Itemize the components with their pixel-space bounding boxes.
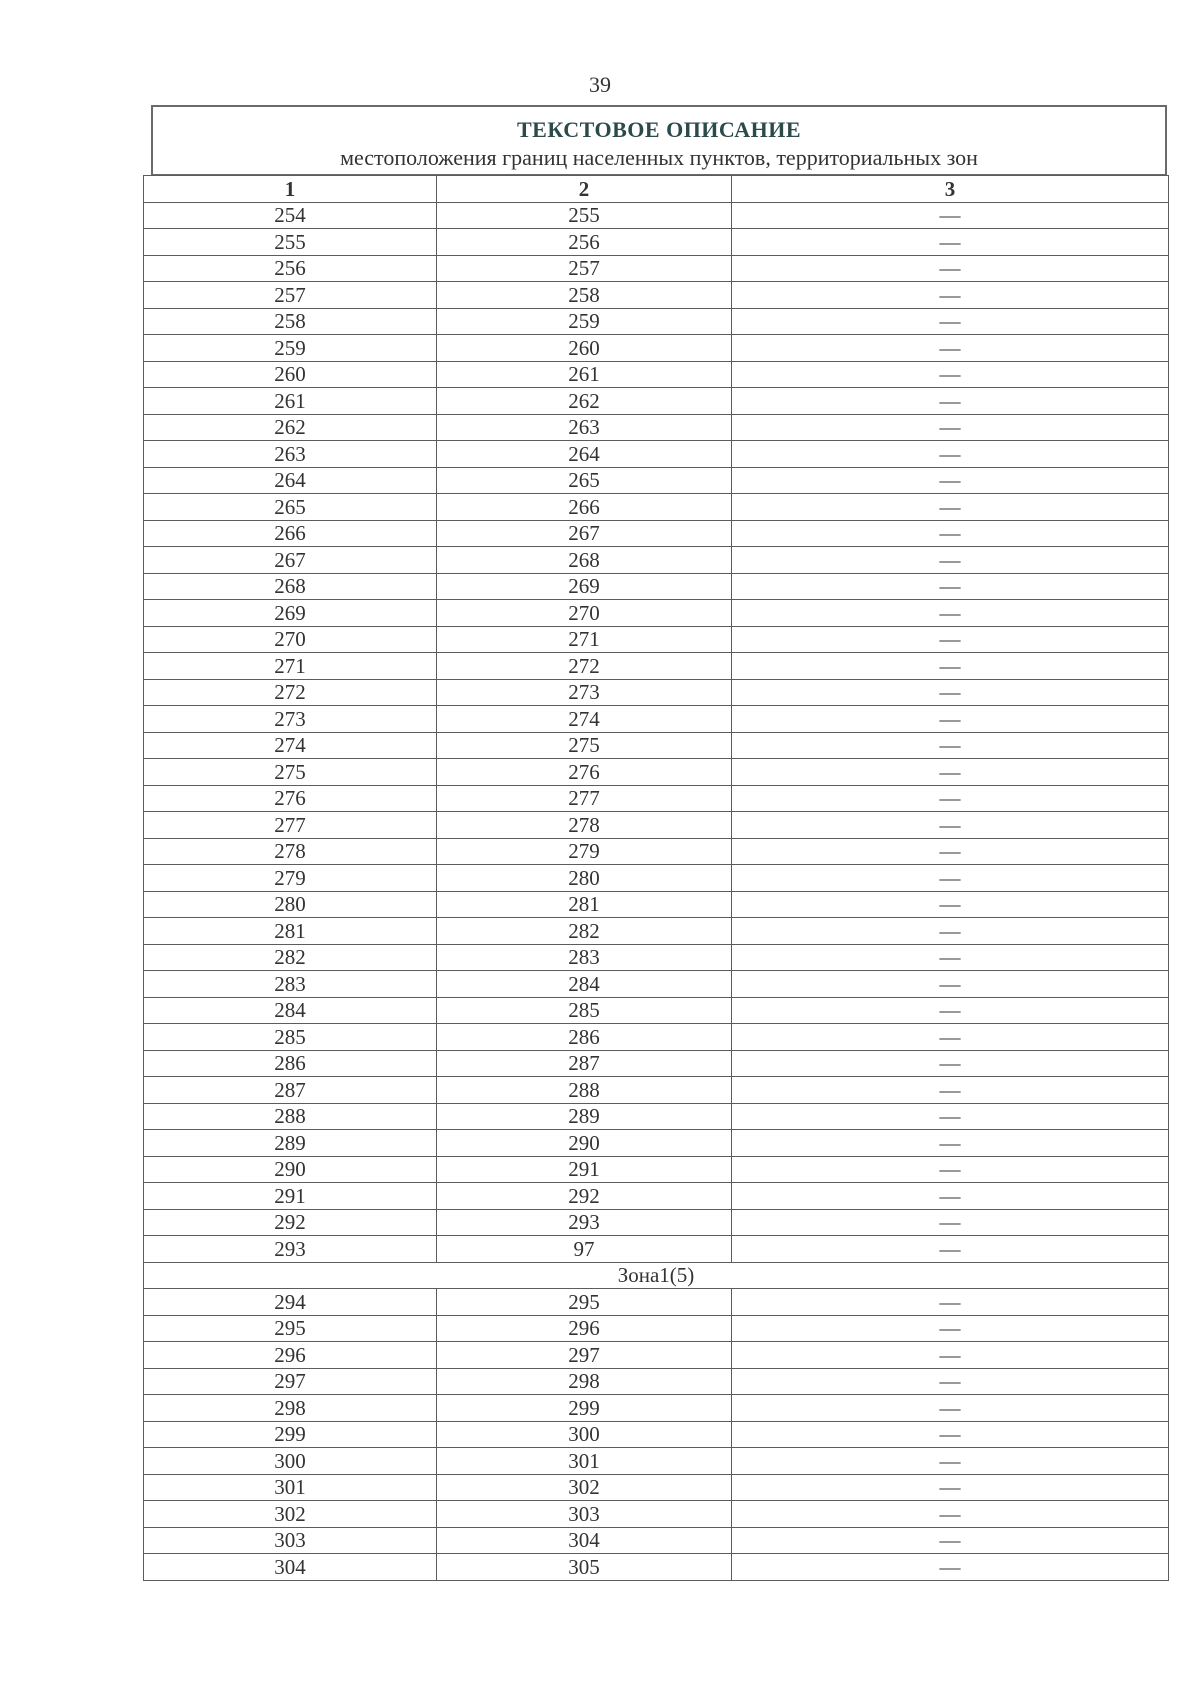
description-cell — [732, 1130, 1169, 1157]
table-row — [144, 1315, 1169, 1342]
dash-mark: — — [939, 1316, 961, 1341]
table-row — [144, 1103, 1169, 1130]
description-cell — [732, 441, 1169, 468]
point-from-cell: 256 — [144, 255, 437, 282]
table-row — [144, 944, 1169, 971]
dash-mark: — — [939, 759, 961, 784]
description-cell — [732, 520, 1169, 547]
table-row — [144, 388, 1169, 415]
dash-mark: — — [939, 309, 961, 334]
point-to-cell: 296 — [437, 1315, 732, 1342]
dash-mark: — — [939, 600, 961, 625]
point-to-cell: 287 — [437, 1050, 732, 1077]
point-to-cell: 263 — [437, 414, 732, 441]
dash-mark: — — [939, 362, 961, 387]
point-from-cell: 293 — [144, 1236, 437, 1263]
point-from-cell: 299 — [144, 1421, 437, 1448]
table-row — [144, 1501, 1169, 1528]
table-row — [144, 1342, 1169, 1369]
point-from-cell: 257 — [144, 282, 437, 309]
table-row — [144, 1395, 1169, 1422]
point-from-cell: 259 — [144, 335, 437, 362]
point-to-cell: 268 — [437, 547, 732, 574]
table-row — [144, 1024, 1169, 1051]
table-row — [144, 1130, 1169, 1157]
table-row — [144, 467, 1169, 494]
dash-mark: — — [939, 494, 961, 519]
table-row — [144, 361, 1169, 388]
table-row — [144, 891, 1169, 918]
dash-mark: — — [939, 865, 961, 890]
description-cell — [732, 1342, 1169, 1369]
dash-mark: — — [939, 706, 961, 731]
dash-mark: — — [939, 1395, 961, 1420]
point-to-cell: 270 — [437, 600, 732, 627]
description-cell — [732, 732, 1169, 759]
dash-mark: — — [939, 1289, 961, 1314]
table-row — [144, 573, 1169, 600]
table-row — [144, 547, 1169, 574]
dash-mark: — — [939, 1475, 961, 1500]
point-from-cell: 277 — [144, 812, 437, 839]
description-cell — [732, 626, 1169, 653]
table-row — [144, 626, 1169, 653]
table-row — [144, 865, 1169, 892]
dash-mark: — — [939, 1501, 961, 1526]
description-cell — [732, 971, 1169, 998]
dash-mark: — — [939, 335, 961, 360]
description-cell — [732, 308, 1169, 335]
point-to-cell: 267 — [437, 520, 732, 547]
point-from-cell: 300 — [144, 1448, 437, 1475]
point-from-cell: 280 — [144, 891, 437, 918]
section-label: Зона1(5) — [144, 1262, 1169, 1289]
point-from-cell: 282 — [144, 944, 437, 971]
dash-mark: — — [939, 1183, 961, 1208]
point-to-cell: 272 — [437, 653, 732, 680]
description-cell — [732, 361, 1169, 388]
table-row — [144, 1421, 1169, 1448]
table-row — [144, 732, 1169, 759]
description-cell — [732, 1501, 1169, 1528]
description-cell — [732, 229, 1169, 256]
point-from-cell: 268 — [144, 573, 437, 600]
point-to-cell: 291 — [437, 1156, 732, 1183]
point-to-cell: 283 — [437, 944, 732, 971]
point-to-cell: 265 — [437, 467, 732, 494]
point-to-cell: 274 — [437, 706, 732, 733]
point-to-cell: 280 — [437, 865, 732, 892]
point-to-cell: 300 — [437, 1421, 732, 1448]
dash-mark: — — [939, 839, 961, 864]
point-from-cell: 263 — [144, 441, 437, 468]
table-row — [144, 1077, 1169, 1104]
description-cell — [732, 1156, 1169, 1183]
point-from-cell: 288 — [144, 1103, 437, 1130]
table-row — [144, 653, 1169, 680]
description-cell — [732, 838, 1169, 865]
dash-mark: — — [939, 892, 961, 917]
point-from-cell: 302 — [144, 1501, 437, 1528]
point-from-cell: 265 — [144, 494, 437, 521]
point-from-cell: 295 — [144, 1315, 437, 1342]
point-to-cell: 289 — [437, 1103, 732, 1130]
dash-mark: — — [939, 282, 961, 307]
description-cell — [732, 335, 1169, 362]
table-row — [144, 971, 1169, 998]
table-row — [144, 1183, 1169, 1210]
point-from-cell: 272 — [144, 679, 437, 706]
point-to-cell: 301 — [437, 1448, 732, 1475]
point-from-cell: 301 — [144, 1474, 437, 1501]
section-row — [144, 1262, 1169, 1289]
dash-mark: — — [939, 229, 961, 254]
description-cell — [732, 494, 1169, 521]
point-from-cell: 285 — [144, 1024, 437, 1051]
document-title: ТЕКСТОВОЕ ОПИСАНИЕ — [516, 117, 801, 142]
table-title-block — [151, 105, 1167, 176]
dash-mark: — — [939, 1104, 961, 1129]
dash-mark: — — [939, 1130, 961, 1155]
point-to-cell: 269 — [437, 573, 732, 600]
point-to-cell: 286 — [437, 1024, 732, 1051]
point-from-cell: 260 — [144, 361, 437, 388]
dash-mark: — — [939, 653, 961, 678]
description-cell — [732, 467, 1169, 494]
description-cell — [732, 573, 1169, 600]
point-to-cell: 275 — [437, 732, 732, 759]
table-row — [144, 335, 1169, 362]
description-cell — [732, 759, 1169, 786]
dash-mark: — — [939, 971, 961, 996]
dash-mark: — — [939, 733, 961, 758]
point-from-cell: 298 — [144, 1395, 437, 1422]
dash-mark: — — [939, 918, 961, 943]
point-to-cell: 298 — [437, 1368, 732, 1395]
description-cell — [732, 865, 1169, 892]
description-cell — [732, 600, 1169, 627]
description-cell — [732, 1103, 1169, 1130]
point-to-cell: 264 — [437, 441, 732, 468]
point-to-cell: 295 — [437, 1289, 732, 1316]
point-to-cell: 271 — [437, 626, 732, 653]
page-number: 39 — [589, 72, 611, 97]
dash-mark: — — [939, 256, 961, 281]
description-cell — [732, 202, 1169, 229]
dash-mark: — — [939, 627, 961, 652]
description-cell — [732, 1474, 1169, 1501]
point-from-cell: 275 — [144, 759, 437, 786]
table-row — [144, 520, 1169, 547]
description-cell — [732, 1421, 1169, 1448]
table-row — [144, 918, 1169, 945]
point-to-cell: 97 — [437, 1236, 732, 1263]
table-row — [144, 1289, 1169, 1316]
table-row — [144, 308, 1169, 335]
point-to-cell: 256 — [437, 229, 732, 256]
dash-mark: — — [939, 468, 961, 493]
table-row — [144, 255, 1169, 282]
table-row — [144, 706, 1169, 733]
dash-mark: — — [939, 680, 961, 705]
point-to-cell: 278 — [437, 812, 732, 839]
dash-mark: — — [939, 1077, 961, 1102]
table-row — [144, 414, 1169, 441]
point-to-cell: 257 — [437, 255, 732, 282]
point-to-cell: 279 — [437, 838, 732, 865]
point-to-cell: 255 — [437, 202, 732, 229]
point-from-cell: 279 — [144, 865, 437, 892]
point-from-cell: 274 — [144, 732, 437, 759]
point-from-cell: 270 — [144, 626, 437, 653]
point-from-cell: 254 — [144, 202, 437, 229]
dash-mark: — — [939, 547, 961, 572]
dash-mark: — — [939, 1210, 961, 1235]
point-from-cell: 304 — [144, 1554, 437, 1581]
point-to-cell: 292 — [437, 1183, 732, 1210]
point-from-cell: 278 — [144, 838, 437, 865]
point-from-cell: 294 — [144, 1289, 437, 1316]
description-cell — [732, 1315, 1169, 1342]
point-to-cell: 282 — [437, 918, 732, 945]
table-row — [144, 1368, 1169, 1395]
table-row — [144, 494, 1169, 521]
table-row — [144, 1050, 1169, 1077]
point-to-cell: 297 — [437, 1342, 732, 1369]
point-to-cell: 299 — [437, 1395, 732, 1422]
table-row — [144, 202, 1169, 229]
table-row — [144, 759, 1169, 786]
description-cell — [732, 785, 1169, 812]
point-from-cell: 258 — [144, 308, 437, 335]
point-to-cell: 260 — [437, 335, 732, 362]
point-to-cell: 262 — [437, 388, 732, 415]
dash-mark: — — [939, 388, 961, 413]
description-cell — [732, 997, 1169, 1024]
description-cell — [732, 891, 1169, 918]
dash-mark: — — [939, 1157, 961, 1182]
description-cell — [732, 918, 1169, 945]
column-header-1: 1 — [144, 176, 437, 203]
dash-mark: — — [939, 1528, 961, 1553]
point-from-cell: 264 — [144, 467, 437, 494]
table-row — [144, 1236, 1169, 1263]
table-row — [144, 1527, 1169, 1554]
point-to-cell: 284 — [437, 971, 732, 998]
point-to-cell: 302 — [437, 1474, 732, 1501]
table-row — [144, 1474, 1169, 1501]
boundary-description-table — [143, 175, 1169, 1581]
description-cell — [732, 547, 1169, 574]
point-to-cell: 277 — [437, 785, 732, 812]
point-to-cell: 305 — [437, 1554, 732, 1581]
description-cell — [732, 1050, 1169, 1077]
table-row — [144, 229, 1169, 256]
table-row — [144, 1448, 1169, 1475]
column-header-3: 3 — [732, 176, 1169, 203]
dash-mark: — — [939, 574, 961, 599]
description-cell — [732, 1236, 1169, 1263]
description-cell — [732, 1448, 1169, 1475]
table-row — [144, 441, 1169, 468]
point-from-cell: 255 — [144, 229, 437, 256]
dash-mark: — — [939, 945, 961, 970]
point-to-cell: 288 — [437, 1077, 732, 1104]
table-row — [144, 812, 1169, 839]
description-cell — [732, 414, 1169, 441]
table-row — [144, 1554, 1169, 1581]
point-to-cell: 266 — [437, 494, 732, 521]
dash-mark: — — [939, 203, 961, 228]
table-row — [144, 785, 1169, 812]
description-cell — [732, 706, 1169, 733]
description-cell — [732, 1554, 1169, 1581]
dash-mark: — — [939, 998, 961, 1023]
document-subtitle: местоположения границ населенных пунктов, территориальных зон — [340, 145, 978, 170]
dash-mark: — — [939, 441, 961, 466]
description-cell — [732, 1077, 1169, 1104]
table-row — [144, 838, 1169, 865]
point-from-cell: 276 — [144, 785, 437, 812]
dash-mark: — — [939, 1024, 961, 1049]
description-cell — [732, 653, 1169, 680]
point-from-cell: 269 — [144, 600, 437, 627]
description-cell — [732, 1289, 1169, 1316]
column-header-2: 2 — [437, 176, 732, 203]
point-from-cell: 284 — [144, 997, 437, 1024]
table-body — [144, 176, 1169, 1581]
point-from-cell: 297 — [144, 1368, 437, 1395]
dash-mark: — — [939, 1051, 961, 1076]
dash-mark: — — [939, 1422, 961, 1447]
point-from-cell: 267 — [144, 547, 437, 574]
dash-mark: — — [939, 1236, 961, 1261]
dash-mark: — — [939, 521, 961, 546]
description-cell — [732, 679, 1169, 706]
point-from-cell: 290 — [144, 1156, 437, 1183]
point-to-cell: 273 — [437, 679, 732, 706]
dash-mark: — — [939, 1448, 961, 1473]
point-from-cell: 281 — [144, 918, 437, 945]
point-from-cell: 289 — [144, 1130, 437, 1157]
point-to-cell: 290 — [437, 1130, 732, 1157]
table-row — [144, 997, 1169, 1024]
point-from-cell: 296 — [144, 1342, 437, 1369]
dash-mark: — — [939, 415, 961, 440]
table-row — [144, 1209, 1169, 1236]
point-from-cell: 262 — [144, 414, 437, 441]
description-cell — [732, 282, 1169, 309]
description-cell — [732, 1368, 1169, 1395]
point-from-cell: 271 — [144, 653, 437, 680]
point-to-cell: 258 — [437, 282, 732, 309]
description-cell — [732, 1183, 1169, 1210]
point-to-cell: 276 — [437, 759, 732, 786]
description-cell — [732, 255, 1169, 282]
description-cell — [732, 812, 1169, 839]
point-to-cell: 259 — [437, 308, 732, 335]
description-cell — [732, 1527, 1169, 1554]
point-from-cell: 266 — [144, 520, 437, 547]
point-from-cell: 303 — [144, 1527, 437, 1554]
table-row — [144, 679, 1169, 706]
point-from-cell: 286 — [144, 1050, 437, 1077]
point-to-cell: 304 — [437, 1527, 732, 1554]
dash-mark: — — [939, 1554, 961, 1579]
description-cell — [732, 944, 1169, 971]
table-row — [144, 600, 1169, 627]
table-row — [144, 1156, 1169, 1183]
dash-mark: — — [939, 812, 961, 837]
description-cell — [732, 1024, 1169, 1051]
point-to-cell: 293 — [437, 1209, 732, 1236]
description-cell — [732, 1209, 1169, 1236]
point-from-cell: 261 — [144, 388, 437, 415]
description-cell — [732, 1395, 1169, 1422]
point-to-cell: 261 — [437, 361, 732, 388]
point-from-cell: 291 — [144, 1183, 437, 1210]
point-from-cell: 283 — [144, 971, 437, 998]
point-to-cell: 285 — [437, 997, 732, 1024]
description-cell — [732, 388, 1169, 415]
point-to-cell: 303 — [437, 1501, 732, 1528]
point-from-cell: 292 — [144, 1209, 437, 1236]
point-to-cell: 281 — [437, 891, 732, 918]
column-header-row — [144, 176, 1169, 203]
dash-mark: — — [939, 786, 961, 811]
point-from-cell: 287 — [144, 1077, 437, 1104]
point-from-cell: 273 — [144, 706, 437, 733]
dash-mark: — — [939, 1342, 961, 1367]
table-row — [144, 282, 1169, 309]
dash-mark: — — [939, 1369, 961, 1394]
